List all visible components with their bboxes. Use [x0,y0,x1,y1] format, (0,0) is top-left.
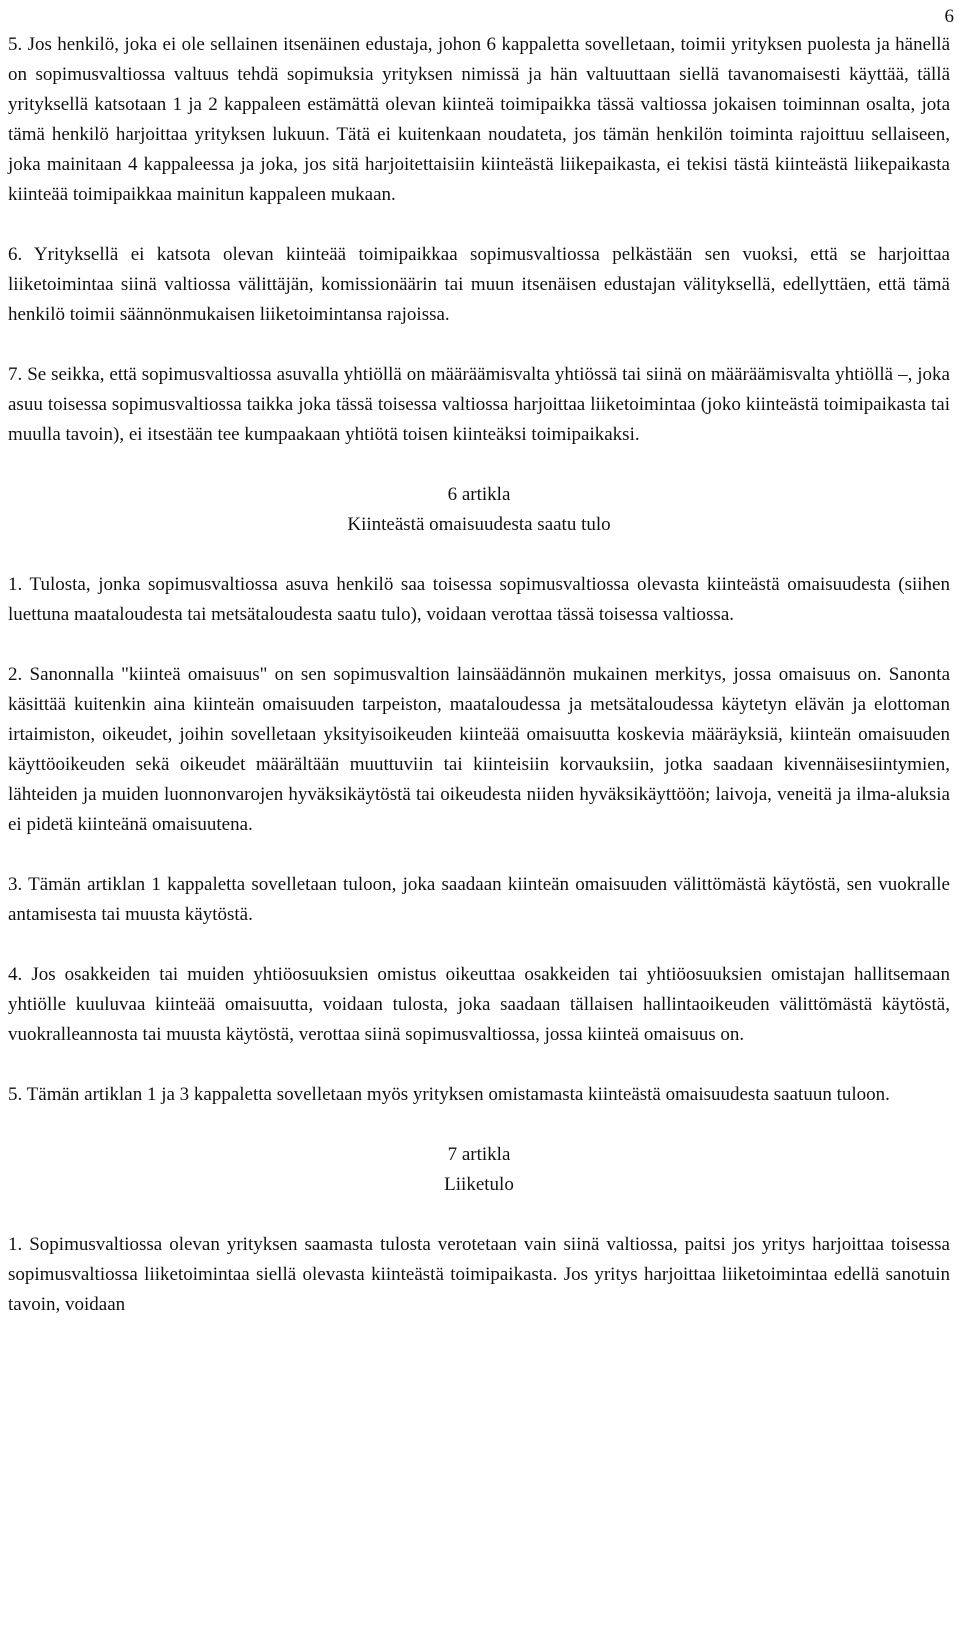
paragraph-6: 6. Yrityksellä ei katsota olevan kiinteää toimipaikkaa sopimusvaltiossa pelkästään sen vuoksi, että se harjoittaa liiketoimintaa siinä valtiossa välittäjän, komissionäärin tai muun itsenäisen edustajan välityksellä, edellyttäen, että tämä henkilö toimii säännönmukaisen liiketoimintansa rajoissa. [8,244,950,325]
article-number: 6 artikla [447,484,511,505]
article-title: Liiketulo [444,1174,514,1195]
document-body [8,30,950,1320]
paragraph-6-3: 3. Tämän artiklan 1 kappaletta sovelletaan tuloon, joka saadaan kiinteän omaisuuden välittömästä käytöstä, sen vuokralle antamisesta tai muusta käytöstä. [8,874,950,925]
paragraph-6-2: 2. Sanonnalla "kiinteä omaisuus" on sen sopimusvaltion lainsäädännön mukainen merkitys, jossa omaisuus on. Sanonta käsittää kuitenkin aina kiinteän omaisuuden tarpeiston, maataloudessa ja metsätaloudessa käytetyn elävän ja elottoman irtaimiston, oikeudet, joihin sovelletaan yksityisoikeuden kiinteää omaisuutta koskevia määräyksiä, kiinteän omaisuuden käyttöoikeuden sekä oikeudet määrältään muuttuviin tai kiinteisiin korvauksiin, jotka saadaan kivennäisesiintymien, lähteiden ja muiden luonnonvarojen hyväksikäytöstä tai oikeudesta niiden hyväksikäyttöön; laivoja, veneitä ja ilma-aluksia ei pidetä kiinteänä omaisuutena. [8,664,950,835]
page-number: 6 [944,6,954,27]
article-title: Kiinteästä omaisuudesta saatu tulo [347,514,611,535]
paragraph-6-5: 5. Tämän artiklan 1 ja 3 kappaletta sovelletaan myös yrityksen omistamasta kiinteästä omaisuudesta saatuun tuloon. [8,1084,890,1105]
paragraph-6-4: 4. Jos osakkeiden tai muiden yhtiöosuuksien omistus oikeuttaa osakkeiden tai yhtiöosuuksien omistajan hallitsemaan yhtiölle kuuluvaa kiinteää omaisuutta, voidaan tulosta, joka saadaan tällaisen hallintaoikeuden välittömästä käytöstä, vuokralleannosta tai muusta käytöstä, verottaa siinä sopimusvaltiossa, jossa kiinteä omaisuus on. [8,964,950,1045]
article-heading-7 [8,1140,950,1200]
article-number: 7 artikla [447,1144,511,1165]
paragraph-6-1: 1. Tulosta, jonka sopimusvaltiossa asuva henkilö saa toisessa sopimusvaltiossa olevasta kiinteästä omaisuudesta (siihen luettuna maataloudesta tai metsätaloudesta saatu tulo), voidaan verottaa tässä toisessa valtiossa. [8,574,950,625]
paragraph-7: 7. Se seikka, että sopimusvaltiossa asuvalla yhtiöllä on määräämisvalta yhtiössä tai siinä on määräämisvalta yhtiöllä –, joka asuu toisessa sopimusvaltiossa taikka joka tässä toisessa valtiossa harjoittaa liiketoimintaa (joko kiinteästä toimipaikasta tai muulla tavoin), ei itsestään tee kumpaakaan yhtiötä toisen kiinteäksi toimipaikaksi. [8,364,950,445]
article-heading-6 [8,480,950,540]
paragraph-7-1: 1. Sopimusvaltiossa olevan yrityksen saamasta tulosta verotetaan vain siinä valtiossa, paitsi jos yritys harjoittaa toisessa sopimusvaltiossa liiketoimintaa siellä olevasta kiinteästä toimipaikasta. Jos yritys harjoittaa liiketoimintaa edellä sanotuin tavoin, voidaan [8,1234,950,1315]
paragraph-5: 5. Jos henkilö, joka ei ole sellainen itsenäinen edustaja, johon 6 kappaletta sovelletaan, toimii yrityksen puolesta ja hänellä on sopimusvaltiossa valtuus tehdä sopimuksia yrityksen nimissä ja hän valtuuttaan siellä tavanomaisesti käyttää, tällä yrityksellä katsotaan 1 ja 2 kappaleen estämättä olevan kiinteä toimipaikka tässä valtiossa jokaisen toiminnan osalta, jota tämä henkilö harjoittaa yrityksen lukuun. Tätä ei kuitenkaan noudateta, jos tämän henkilön toiminta rajoittuu sellaiseen, joka mainitaan 4 kappaleessa ja joka, jos sitä harjoitettaisiin kiinteästä liikepaikasta, ei tekisi tästä kiinteästä liikepaikasta kiinteää toimipaikkaa mainitun kappaleen mukaan. [8,34,950,205]
